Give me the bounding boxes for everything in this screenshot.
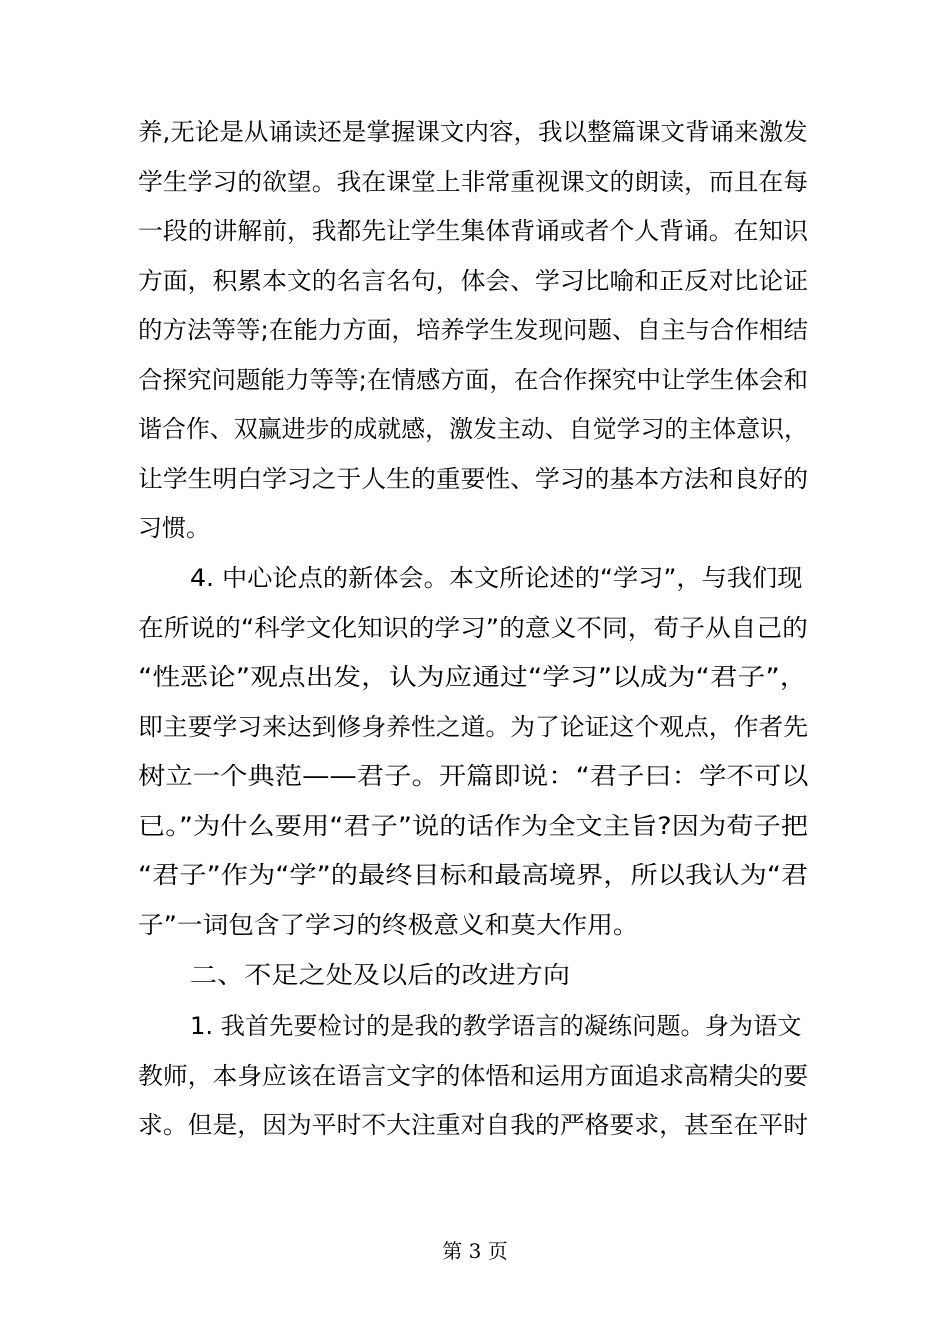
text-line: 子”一词包含了学习的终极意义和莫大作用。 [138,911,639,939]
text-line: “君子”作为“学”的最终目标和最高境界，所以我认为“君 [138,861,809,889]
text-line: 一段的讲解前，我都先让学生集体背诵或者个人背诵。在知识 [138,217,809,245]
text-line: 树立一个典范——君子。开篇即说：“君子曰：学不可以 [138,762,809,790]
page-number: 第 3 页 [442,1239,508,1263]
text-line: 方面，积累本文的名言名句，体会、学习比喻和正反对比论证 [138,267,809,295]
text-line: 求。但是，因为平时不大注重对自我的严格要求，甚至在平时 [138,1111,809,1139]
text-line: 习惯。 [138,514,210,542]
text-line: 即主要学习来达到修身养性之道。为了论证这个观点，作者先 [138,713,809,741]
text-line: “性恶论”观点出发，认为应通过“学习”以成为“君子”， [138,663,808,691]
text-line: 的方法等等;在能力方面，培养学生发现问题、自主与合作相结 [138,316,809,344]
text-line: 4. 中心论点的新体会。本文所论述的“学习”，与我们现 [190,564,803,592]
text-line: 已。”为什么要用“君子”说的话作为全文主旨?因为荀子把 [138,812,809,840]
text-line: 二、不足之处及以后的改进方向 [190,961,571,989]
text-line: 1. 我首先要检讨的是我的教学语言的凝练问题。身为语文 [190,1012,802,1040]
text-line: 教师，本身应该在语言文字的体悟和运用方面追求高精尖的要 [138,1062,809,1090]
text-line: 让学生明白学习之于人生的重要性、学习的基本方法和良好的 [138,465,809,493]
text-line: 学生学习的欲望。我在课堂上非常重视课文的朗读，而且在每 [138,168,809,196]
text-line: 养,无论是从诵读还是掌握课文内容，我以整篇课文背诵来激发 [138,118,808,146]
text-line: 谐合作、双赢进步的成就感，激发主动、自觉学习的主体意识， [138,415,808,443]
text-line: 在所说的“科学文化知识的学习”的意义不同，荀子从自己的 [138,614,808,642]
text-line: 合探究问题能力等等;在情感方面，在合作探究中让学生体会和 [138,366,809,394]
